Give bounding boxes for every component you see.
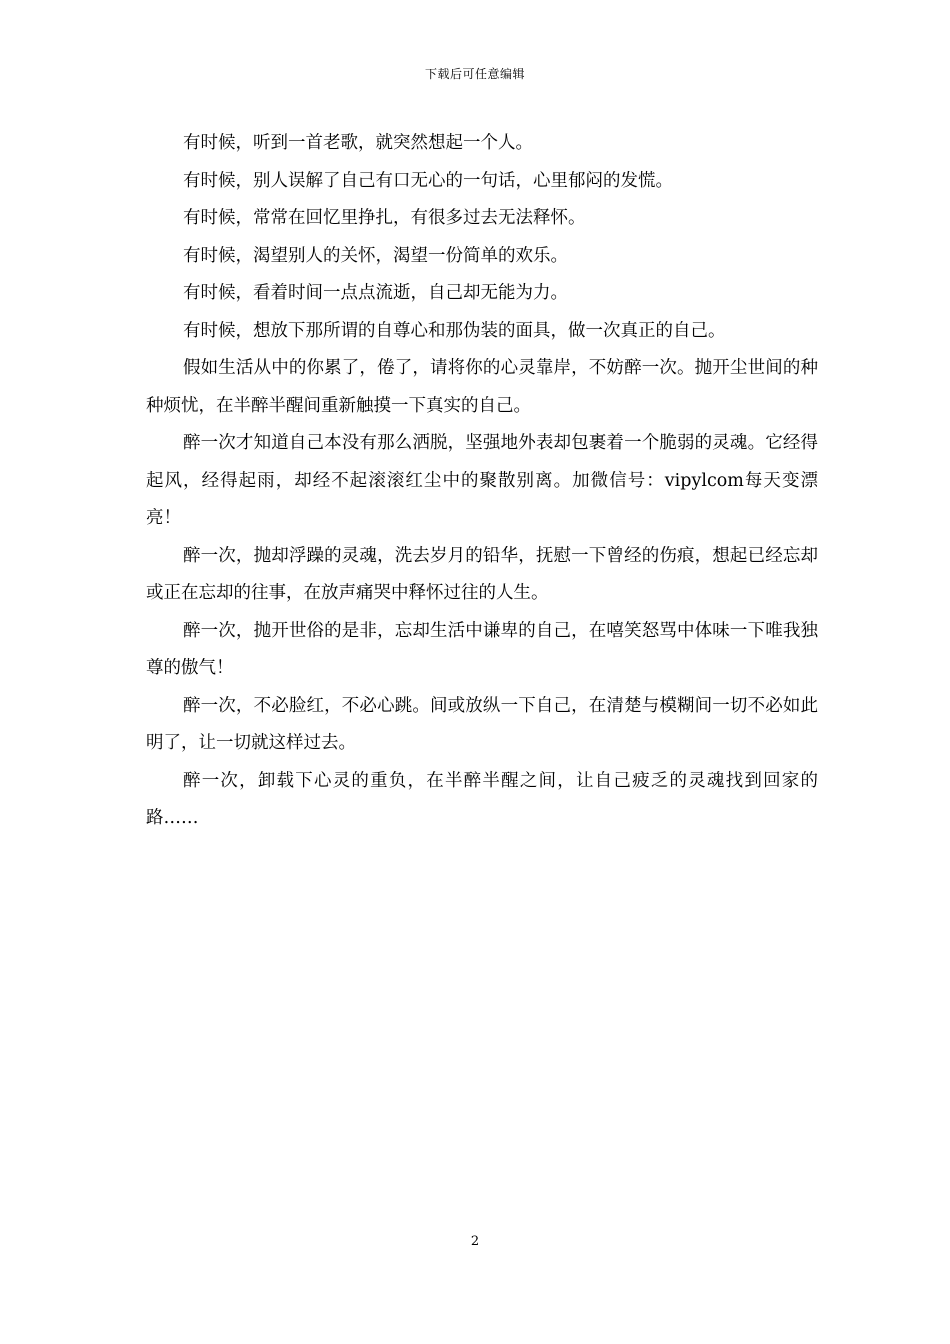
paragraph: 醉一次，抛开世俗的是非，忘却生活中谦卑的自己，在嘻笑怒骂中体味一下唯我独尊的傲气！ — [146, 620, 818, 678]
page-number: 2 — [470, 1234, 480, 1249]
paragraph: 醉一次，抛却浮躁的灵魂，洗去岁月的铅华，抚慰一下曾经的伤痕，想起已经忘却或正在忘却的往事，在放声痛哭中释怀过往的人生。 — [146, 545, 818, 603]
paragraph: 有时候，常常在回忆里挣扎，有很多过去无法释怀。 — [183, 208, 586, 228]
paragraph: 有时候，别人误解了自己有口无心的一句话，心里郁闷的发慌。 — [183, 170, 673, 191]
paragraph: 有时候，看着时间一点点流逝，自己却无能为力。 — [183, 283, 568, 303]
paragraph: 醉一次，不必脸红，不必心跳。间或放纵一下自己，在清楚与模糊间一切不必如此明了，让一切就这样过去。 — [146, 695, 818, 753]
paragraph: 有时候，想放下那所谓的自尊心和那伪装的面具，做一次真正的自己。 — [183, 320, 726, 341]
document-body — [146, 125, 818, 838]
paragraph: 醉一次，卸载下心灵的重负，在半醉半醒之间，让自己疲乏的灵魂找到回家的路…… — [146, 770, 818, 828]
paragraph: 有时候，渴望别人的关怀，渴望一份简单的欢乐。 — [183, 245, 568, 266]
paragraph: 有时候，听到一首老歌，就突然想起一个人。 — [183, 133, 533, 153]
paragraph: 假如生活从中的你累了，倦了，请将你的心灵靠岸，不妨醉一次。抛开尘世间的种种烦忧，在半醉半醒间重新触摸一下真实的自己。 — [146, 358, 818, 416]
paragraph: 醉一次才知道自己本没有那么洒脱，坚强地外表却包裹着一个脆弱的灵魂。它经得起风，经得起雨，却经不起滚滚红尘中的聚散别离。加微信号：vipylcom每天变漂亮！ — [146, 433, 818, 528]
page-header: 下载后可任意编辑 — [424, 67, 525, 81]
